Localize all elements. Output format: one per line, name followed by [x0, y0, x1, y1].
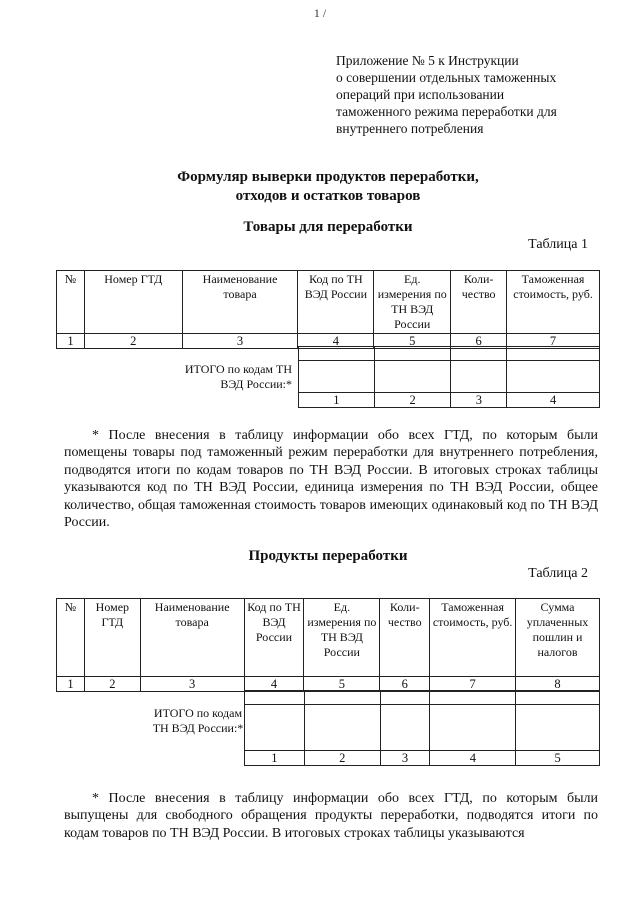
table-header-cell: № — [57, 271, 85, 334]
table2-footnote: * После внесения в таблицу информации обо всех ГТД, по которым были выпущены для свободного обращения продукты переработки, подводятся итоги по кодам товаров по ТН ВЭД России. В итоговых строках таблицы указываются — [64, 791, 598, 841]
appendix-line: Приложение № 5 к Инструкции — [336, 53, 519, 68]
page-number: 1 / — [313, 6, 327, 20]
table1-footnote: * После внесения в таблицу информации обо всех ГТД, по которым были помещены товары под таможенный режим переработки для внутреннего потребления, подводятся итоги по кодам товаров по ТН ВЭД России. В итоговых строках таблицы указываются код по ТН ВЭД России, единица измерения по ТН ВЭД России, общее количество, общая таможенная стоимость товаров имеющих одинаковый код по ТН ВЭД России. — [64, 428, 598, 531]
column-number: 2 — [304, 751, 380, 766]
column-number: 1 — [245, 751, 305, 766]
appendix-line: таможенного режима переработки для — [336, 104, 557, 119]
table1-section-title: Товары для переработки — [243, 219, 413, 235]
column-number: 1 — [57, 334, 85, 349]
table1 — [56, 270, 600, 349]
column-number: 8 — [516, 677, 600, 692]
table-column-number-row — [245, 751, 600, 766]
table2 — [56, 598, 600, 692]
column-number: 3 — [380, 751, 430, 766]
column-number: 1 — [299, 393, 375, 408]
column-number: 7 — [507, 334, 600, 349]
column-number: 6 — [380, 677, 430, 692]
column-number: 3 — [182, 334, 298, 349]
table2-caption: Таблица 2 — [528, 566, 588, 581]
document-title-line: отходов и остатков товаров — [235, 188, 421, 204]
table-row — [299, 361, 600, 393]
table-header-cell: Код по ТН ВЭД России — [298, 271, 374, 334]
column-number: 5 — [374, 334, 451, 349]
appendix-line: о совершении отдельных таможенных — [336, 70, 557, 85]
table-header-row — [57, 271, 600, 334]
table-header-cell: Ед. измерения по ТН ВЭД России — [374, 271, 451, 334]
document-title-line: Формуляр выверки продуктов переработки, — [177, 169, 479, 185]
appendix-line: внутреннего потребления — [336, 121, 484, 136]
column-number: 6 — [451, 334, 507, 349]
table-header-cell: Код по ТН ВЭД России — [244, 599, 304, 677]
table-column-number-row — [299, 393, 600, 408]
column-number: 2 — [374, 393, 451, 408]
table-header-cell: Таможенная стоимость, руб. — [430, 599, 516, 677]
table1-caption: Таблица 1 — [528, 237, 588, 252]
table-header-cell: Ед. измерения по ТН ВЭД России — [304, 599, 380, 677]
table-header-cell: Номер ГТД — [84, 599, 140, 677]
table-header-cell: Номер ГТД — [84, 271, 182, 334]
column-number: 2 — [84, 334, 182, 349]
column-number: 7 — [430, 677, 516, 692]
table-row — [245, 705, 600, 751]
column-number: 5 — [304, 677, 380, 692]
table-header-cell: № — [57, 599, 85, 677]
table-header-cell: Коли-чество — [380, 599, 430, 677]
table-row — [245, 691, 600, 705]
column-number: 2 — [84, 677, 140, 692]
column-number: 3 — [451, 393, 507, 408]
column-number: 1 — [57, 677, 85, 692]
table-header-cell: Наименование товара — [140, 599, 244, 677]
appendix-reference — [336, 52, 626, 137]
document-title — [0, 168, 640, 206]
table1-itogo-label: ИТОГО по кодам ТН ВЭД России:* — [184, 362, 292, 391]
table1-totals — [298, 346, 600, 408]
table-header-cell: Наименование товара — [182, 271, 298, 334]
table-header-cell: Таможенная стоимость, руб. — [507, 271, 600, 334]
column-number: 4 — [244, 677, 304, 692]
column-number: 4 — [507, 393, 600, 408]
column-number: 4 — [298, 334, 374, 349]
table-header-row — [57, 599, 600, 677]
column-number: 5 — [516, 751, 600, 766]
appendix-line: операций при использовании — [336, 87, 505, 102]
table-row — [299, 347, 600, 361]
column-number: 4 — [430, 751, 516, 766]
table-header-cell: Сумма уплаченных пошлин и налогов — [516, 599, 600, 677]
table2-totals — [244, 690, 600, 766]
table2-itogo-label: ИТОГО по кодам ТН ВЭД России:* — [152, 706, 244, 735]
column-number: 3 — [140, 677, 244, 692]
table2-section-title: Продукты переработки — [248, 548, 408, 564]
table-header-cell: Коли-чество — [451, 271, 507, 334]
